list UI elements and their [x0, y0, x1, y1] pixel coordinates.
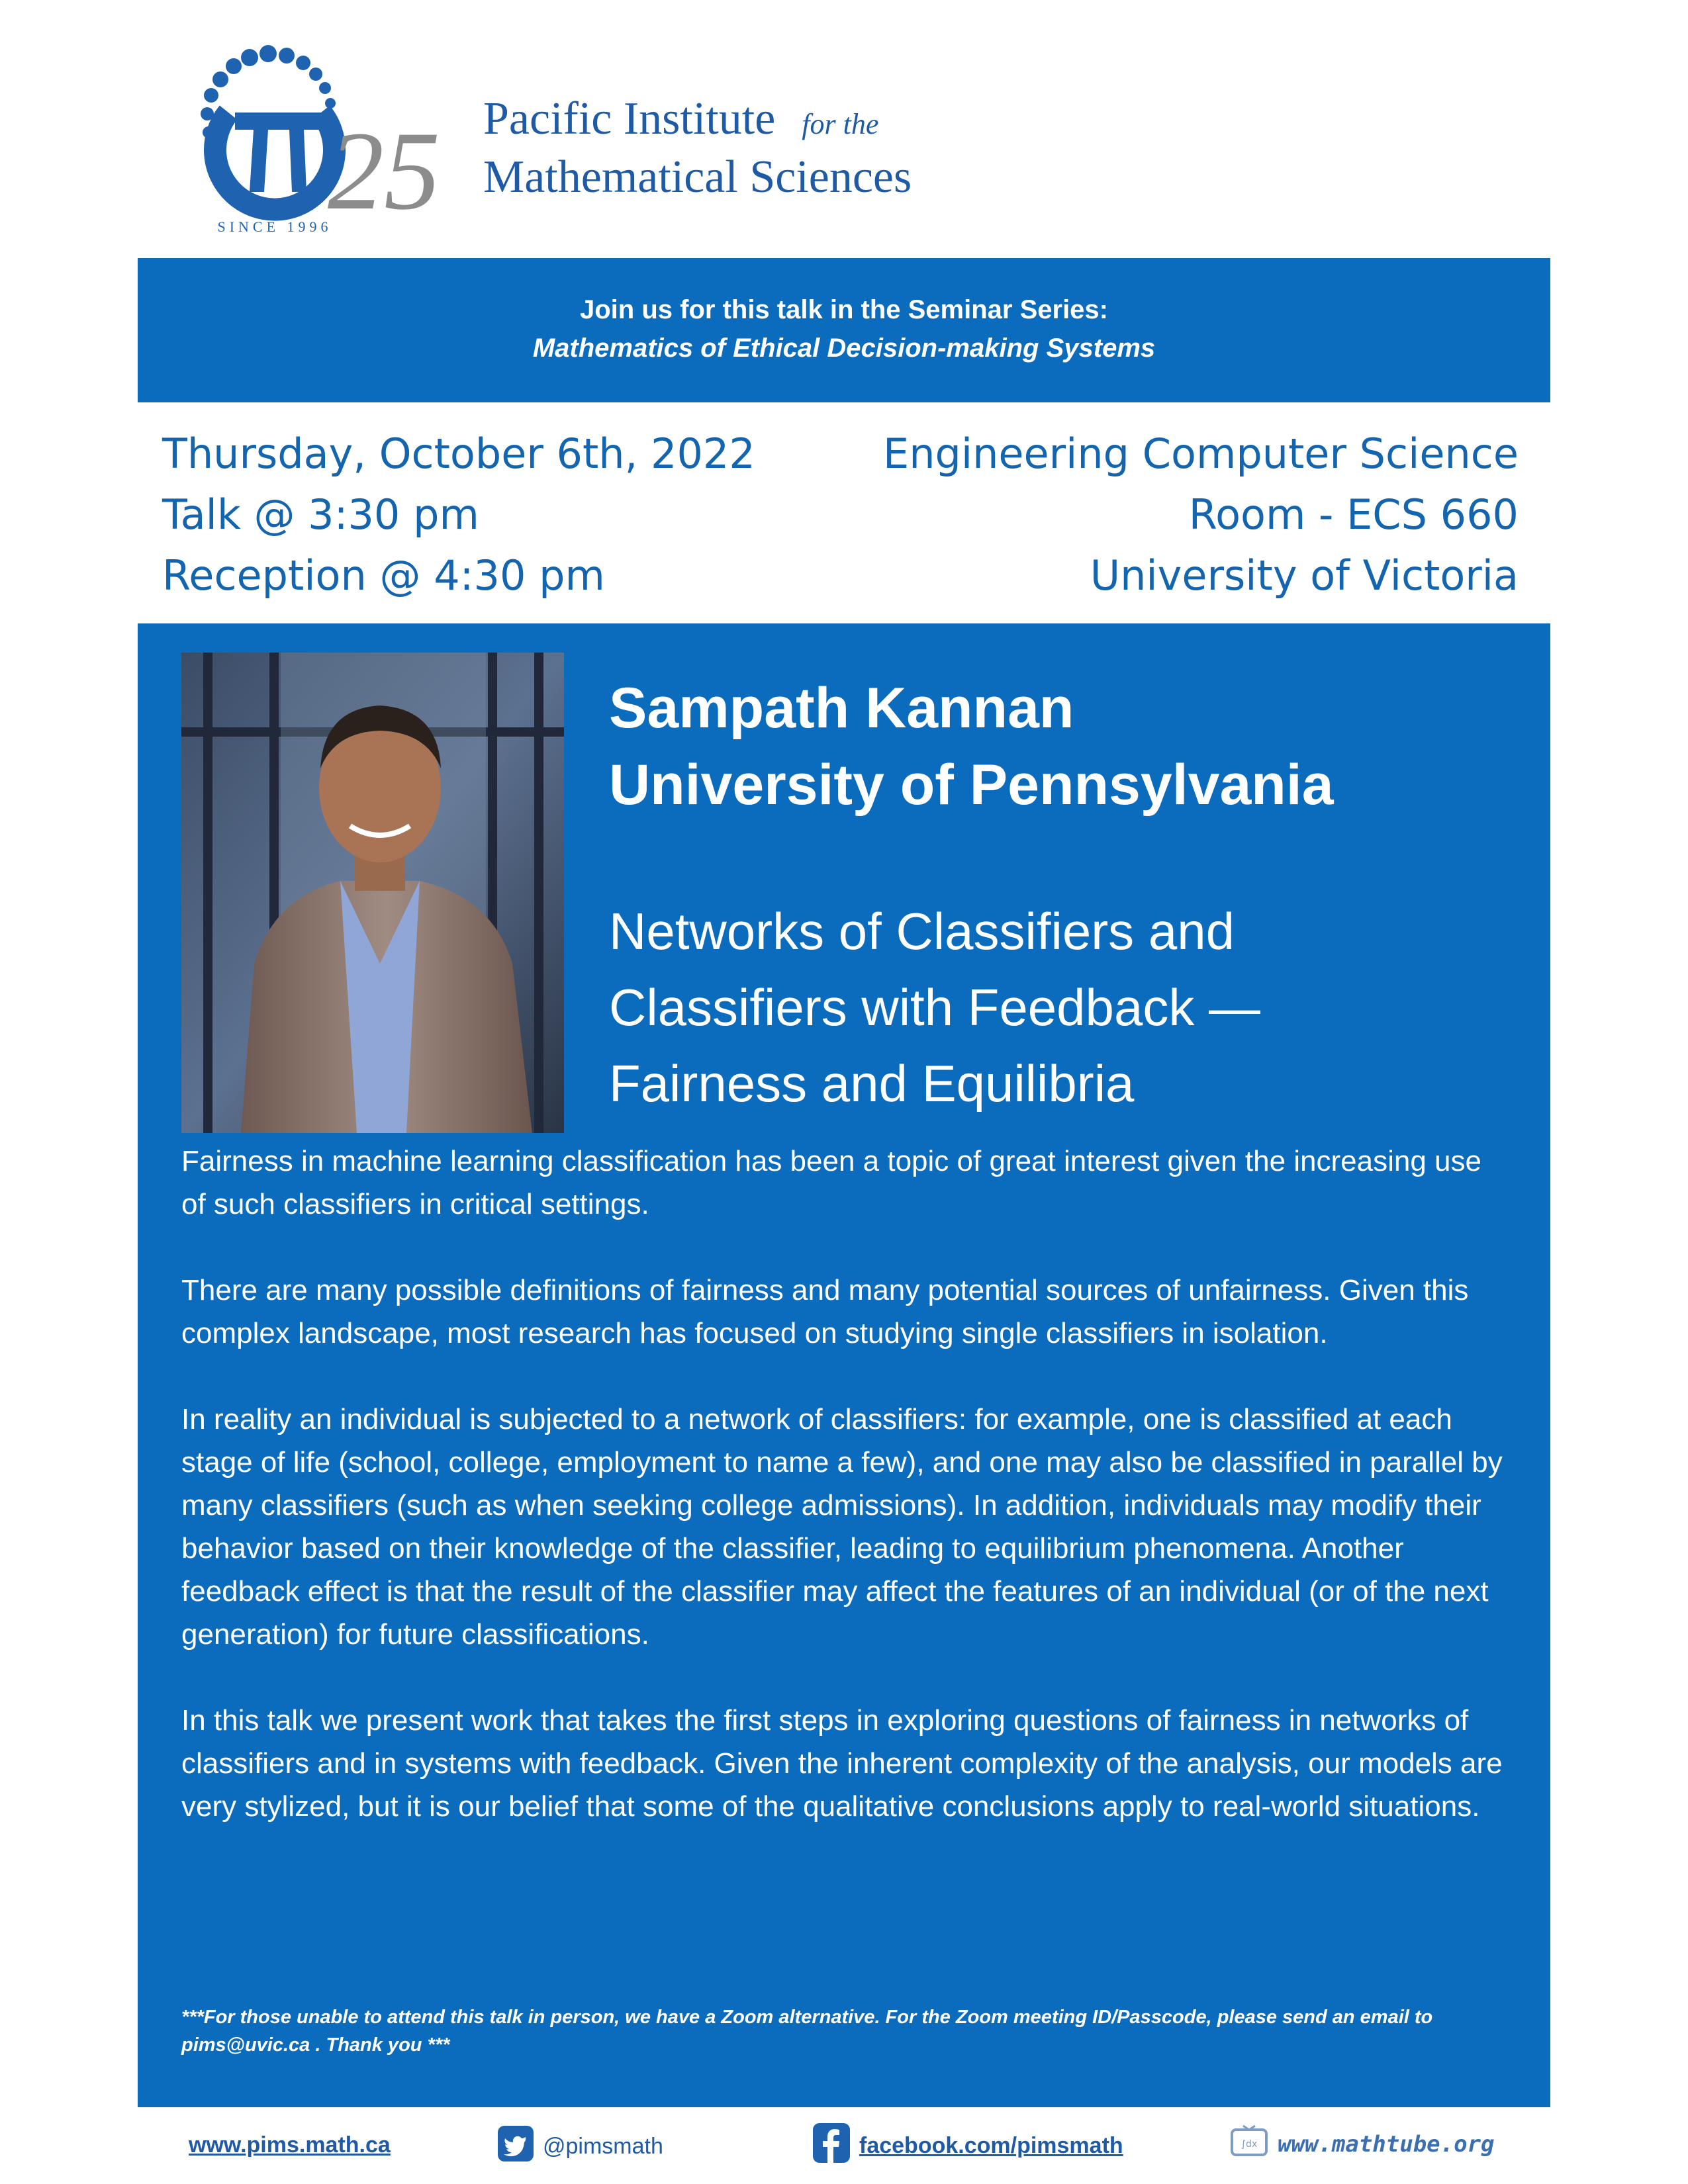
- event-date: Thursday, October 6th, 2022: [162, 430, 755, 478]
- event-university: University of Victoria: [1090, 551, 1519, 600]
- abstract-paragraph: There are many possible definitions of fairness and many potential sources of unfairness. Given this complex landscape, most research has focused on studying single classifiers in isolation.: [181, 1274, 1469, 1349]
- footer-twitter[interactable]: [498, 2126, 663, 2169]
- logo-org-line2: Mathematical Sciences: [483, 152, 912, 203]
- logo-25-text: 25: [328, 109, 440, 233]
- logo-org-name: [483, 93, 1079, 204]
- talk-title-line2: Classifiers with Feedback —: [609, 978, 1260, 1036]
- talk-abstract: [181, 1140, 1505, 1871]
- seminar-series-name: Mathematics of Ethical Decision-making Systems: [532, 334, 1156, 363]
- mathtube-tv-icon: [1230, 2124, 1268, 2167]
- talk-panel: [138, 623, 1550, 2107]
- event-location-info: [883, 424, 1519, 606]
- seminar-banner: [138, 258, 1550, 402]
- talk-time: Talk @ 3:30 pm: [162, 490, 479, 539]
- banner-intro: Join us for this talk in the Seminar Series:: [580, 295, 1108, 324]
- twitter-handle[interactable]: @pimsmath: [543, 2133, 663, 2159]
- website-link[interactable]: www.pims.math.ca: [189, 2132, 391, 2158]
- svg-text:∫dx: ∫dx: [1241, 2139, 1258, 2150]
- pims-pi-emblem-icon: [169, 40, 513, 251]
- event-room: Room - ECS 660: [1188, 490, 1519, 539]
- mathtube-link[interactable]: www.mathtube.org: [1278, 2130, 1495, 2158]
- zoom-note: ***For those unable to attend this talk in person, we have a Zoom alternative. For the Zoom meeting ID/Passcode, please send an email to pims@uvic.ca . Thank you ***: [181, 2007, 1433, 2056]
- abstract-paragraph: Fairness in machine learning classification has been a topic of great interest given the increasing use of such classifiers in critical settings.: [181, 1145, 1481, 1220]
- reception-time: Reception @ 4:30 pm: [162, 551, 605, 600]
- abstract-paragraph: In this talk we present work that takes the first steps in exploring questions of fairness in networks of classifiers and in systems with feedback. Given the inherent complexity of the analysis, our models are very stylized, but it is our belief that some of the qualitative conclusions apply to real-world situations.: [181, 1704, 1503, 1823]
- talk-title-line3: Fairness and Equilibria: [609, 1054, 1135, 1113]
- footer-mathtube[interactable]: [1230, 2124, 1495, 2167]
- facebook-icon: [813, 2123, 850, 2171]
- event-building: Engineering Computer Science: [883, 430, 1519, 478]
- footer-website[interactable]: [189, 2130, 391, 2160]
- abstract-paragraph: In reality an individual is subjected to a network of classifiers: for example, one is classified at each stage of life (school, college, employment to name a few), and one may also be classified in parallel by many classifiers (such as when seeking college admissions). In addition, individuals may modify their behavior based on their knowledge of the classifier, leading to equilibrium phenomena. Another feedback effect is that the result of the classifier may affect the features of an individual (or of the next generation) for future classifications.: [181, 1403, 1503, 1651]
- talk-title-line1: Networks of Classifiers and: [609, 902, 1235, 960]
- speaker-photo: [181, 653, 564, 1133]
- talk-title: [609, 893, 1470, 1122]
- logo-org-for-the: for the: [802, 108, 879, 140]
- event-time-info: [162, 424, 755, 606]
- logo-since-text: SINCE 1996: [217, 218, 332, 235]
- speaker-name: Sampath Kannan: [609, 676, 1074, 740]
- facebook-link[interactable]: facebook.com/pimsmath: [859, 2132, 1123, 2158]
- speaker-affiliation: University of Pennsylvania: [609, 753, 1334, 817]
- footer-facebook[interactable]: [813, 2123, 1123, 2171]
- twitter-icon: [498, 2126, 534, 2169]
- logo-org-line1: Pacific Institute: [483, 93, 776, 144]
